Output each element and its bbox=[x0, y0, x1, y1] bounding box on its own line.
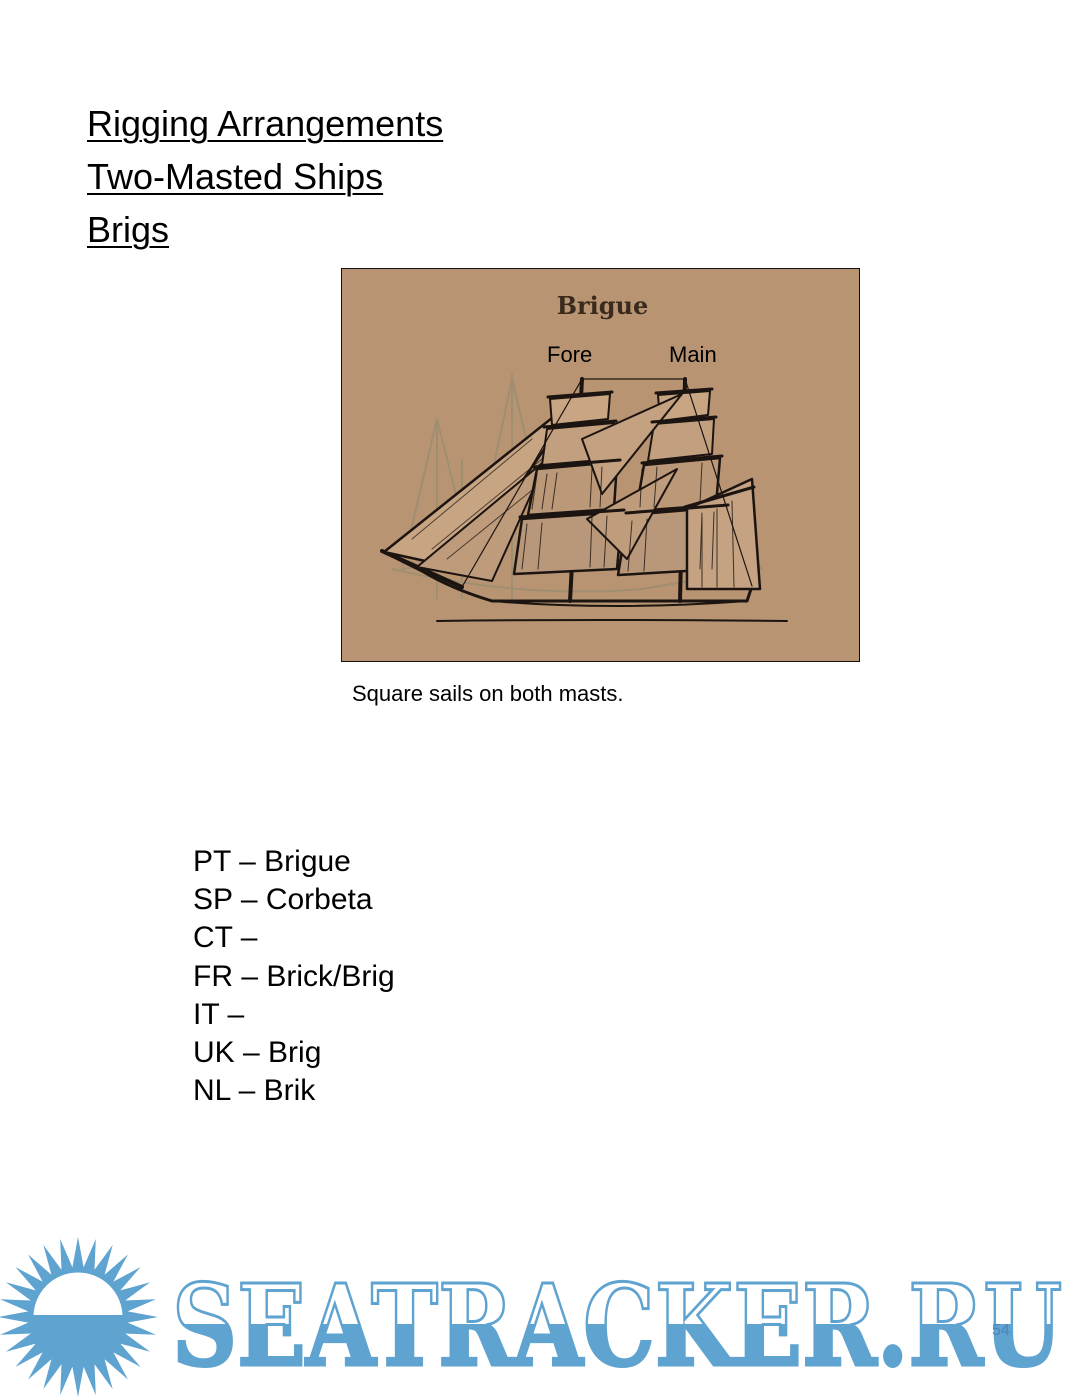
topic-title: Brigs bbox=[87, 209, 170, 250]
subsection-title: Two-Masted Ships bbox=[87, 156, 384, 197]
translation-item: SP – Corbeta bbox=[193, 883, 373, 917]
fore-mast-label: Fore bbox=[547, 342, 593, 367]
translation-item: UK – Brig bbox=[193, 1035, 322, 1069]
ship-drawing bbox=[342, 269, 859, 661]
sun-icon bbox=[0, 1237, 158, 1397]
brig-illustration bbox=[341, 268, 860, 662]
translation-item: CT – bbox=[193, 921, 258, 955]
translation-list bbox=[193, 843, 395, 1110]
translation-item: PT – Brigue bbox=[193, 845, 351, 878]
translation-item: IT – bbox=[193, 997, 245, 1031]
translation-item: NL – Brik bbox=[193, 1074, 316, 1108]
translation-item: FR – Brick/Brig bbox=[193, 959, 395, 993]
seatracker-watermark bbox=[0, 1235, 1080, 1397]
plate-title: Brigue bbox=[556, 291, 649, 320]
page-number: 54 bbox=[992, 1322, 1010, 1339]
section-title: Rigging Arrangements bbox=[87, 103, 444, 144]
main-mast-label: Main bbox=[669, 342, 717, 367]
watermark-text: SEATRACKER.RU bbox=[172, 1261, 1062, 1392]
figure-caption: Square sails on both masts. bbox=[352, 681, 624, 706]
